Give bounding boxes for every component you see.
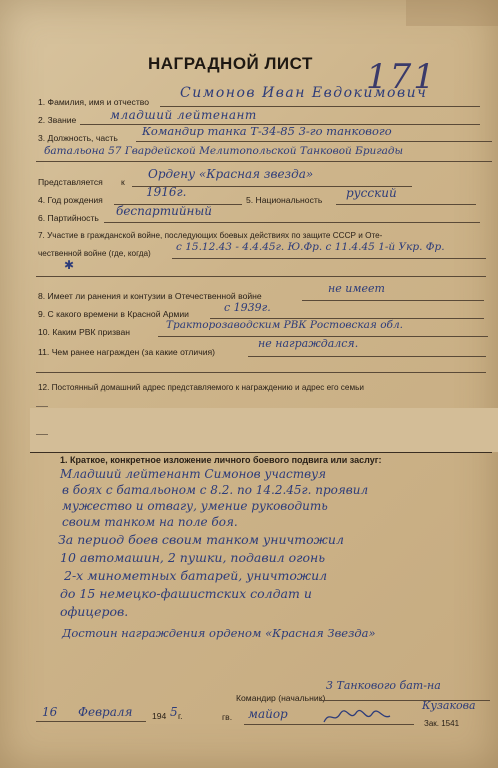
commander-label: Командир (начальник)	[236, 693, 326, 703]
commander-name: Кузакова	[422, 699, 476, 712]
date-suffix: г.	[178, 711, 183, 721]
number-mark: 171	[366, 57, 437, 97]
field-7-value: с 15.12.43 - 4.4.45г. Ю.Фр. с 11.4.45 1-й Укр. Фр.	[176, 241, 445, 253]
feat-heading: 1. Краткое, конкретное изложение личного боевого подвига или заслуг:	[60, 455, 382, 465]
field-3-value-2: батальона 57 Гвардейской Мелитопольской Танковой Бригады	[44, 145, 404, 157]
field-7-label-2: чественной войне (где, когда)	[38, 249, 151, 258]
field-11-label: 11. Чем ранее награжден (за какие отличия)	[38, 347, 216, 357]
field-2-label: 2. Звание	[38, 115, 77, 125]
field-3-label: 3. Должность, часть	[38, 133, 118, 143]
field-8-value: не имеет	[328, 282, 385, 295]
commander-rank: майор	[248, 707, 288, 721]
narrative-line-5: За период боев своим танком уничтожил	[58, 532, 344, 547]
field-8-label: 8. Имеет ли ранения и контузии в Отечественной войне	[38, 291, 262, 301]
field-2-value: младший лейтенант	[110, 108, 257, 122]
field-7-label-1: 7. Участие в гражданской войне, последующих боевых действиях по защите СССР и Оте-	[38, 231, 383, 240]
field-1-value: Симонов Иван Евдокимович	[180, 85, 428, 101]
commander-unit: 3 Танкового бат-на	[326, 679, 441, 692]
field-4-value: 1916г.	[146, 185, 187, 199]
narrative-line-8: до 15 немецко-фашистских солдат и	[60, 586, 312, 601]
conclusion: Достоин награждения орденом «Красная Звезда»	[62, 626, 376, 640]
date-day: 16	[42, 705, 58, 719]
narrative-line-3: мужество и отвагу, умение руководить	[62, 499, 328, 513]
field-5-value: русский	[346, 186, 397, 200]
redacted-address	[30, 408, 498, 452]
field-12-label: 12. Постоянный домашний адрес представляемого к награждению и адрес его семьи	[38, 383, 364, 392]
field-10-value: Тракторозаводским РВК Ростовская обл.	[166, 319, 403, 331]
field-6-value: беспартийный	[116, 204, 212, 218]
presented-label: Представляется	[38, 177, 103, 187]
pen-mark: ✱	[64, 258, 75, 272]
commander-signature	[322, 708, 392, 729]
field-1-label: 1. Фамилия, имя и отчество	[38, 97, 150, 107]
document-title: НАГРАДНОЙ ЛИСТ	[148, 54, 313, 73]
date-year-hand: 5	[170, 705, 178, 719]
field-11-value: не награждался.	[258, 337, 359, 350]
field-10-label: 10. Каким РВК призван	[38, 327, 131, 337]
narrative-line-7: 2-х минометных батарей, уничтожил	[64, 568, 328, 583]
field-9-label: 9. С какого времени в Красной Армии	[38, 309, 189, 319]
narrative-line-9: офицеров.	[60, 604, 129, 619]
field-6-label: 6. Партийность	[38, 213, 99, 223]
presented-value: Ордену «Красная звезда»	[148, 167, 314, 181]
field-3-value-1: Командир танка Т-34-85 3-го танкового	[142, 124, 392, 138]
narrative-line-6: 10 автомашин, 2 пушки, подавил огонь	[60, 550, 326, 565]
field-4-label: 4. Год рождения	[38, 195, 103, 205]
date-year-prefix: 194	[152, 711, 167, 721]
paper-damage	[406, 0, 498, 26]
order-number: Зак. 1541	[424, 719, 460, 728]
narrative-line-2: в боях с батальоном с 8.2. по 14.2.45г. проявил	[62, 483, 369, 497]
presented-k: к	[121, 177, 125, 187]
date-month: Февраля	[78, 705, 133, 719]
narrative-line-1: Младший лейтенант Симонов участвуя	[60, 467, 327, 481]
field-9-value: с 1939г.	[224, 301, 271, 314]
field-5-label: 5. Национальность	[246, 195, 323, 205]
narrative-line-4: своим танком на поле боя.	[62, 515, 238, 529]
commander-rank-prefix: гв.	[222, 712, 233, 722]
